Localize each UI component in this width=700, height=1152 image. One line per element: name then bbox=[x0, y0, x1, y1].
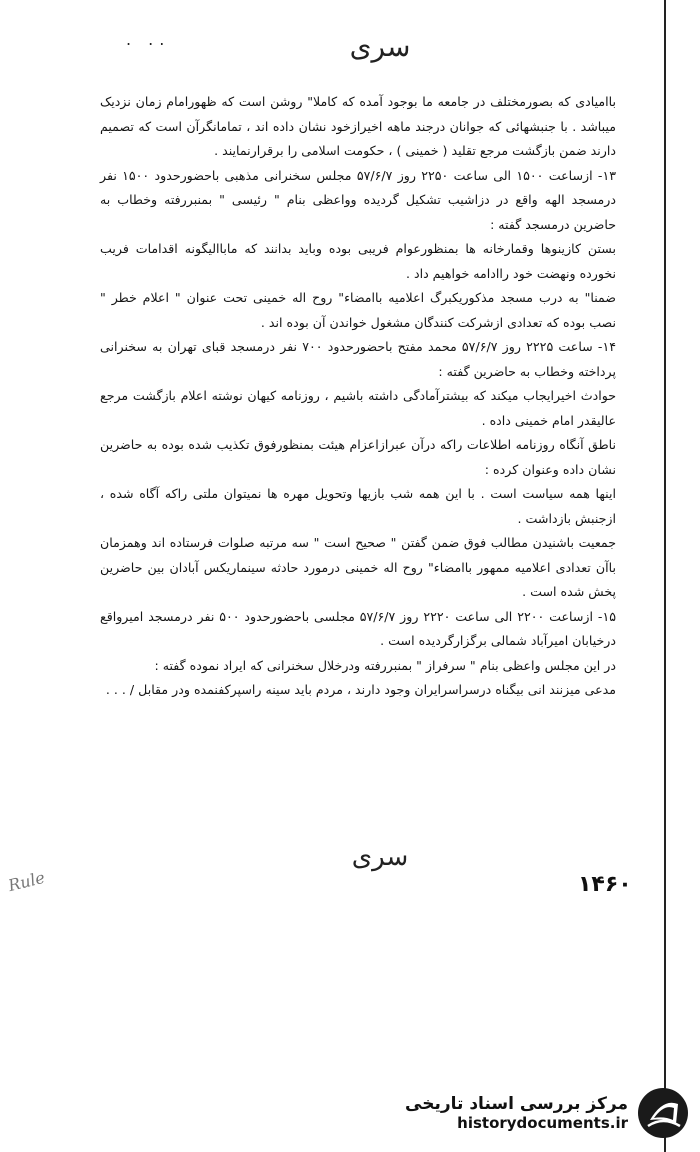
paragraph-speaker-15: در این مجلس واعظی بنام " سرفراز " بمنبررفته ودرخلال سخنرانی که ایراد نموده گفته : bbox=[154, 657, 616, 673]
paragraph-crowd-14: جمعیت باشنیدن مطالب فوق ضمن گفتن " صحیح است " سه مرتبه صلوات فرستاده اند وهمزمان باآن تعدادی اعلامیه ممهور باامضاء" روح اله خمینی درمورد حادثه سینماریکس آبادان بین حاضرین پخش شده است . bbox=[100, 535, 616, 599]
paragraph-quote-15: مدعی میزنند انی بیگناه درسراسرایران وجود دارند ، مردم باید سینه راسپرکفنمده ودر مقابل / . . . bbox=[105, 682, 616, 697]
paragraph-item-15: ۱۵- ازساعت ۲۲۰۰ الی ساعت ۲۲۲۰ روز ۵۷/۶/۷ مجلسی باحضورحدود ۵۰۰ نفر درمسجد امیرواقع درخیابان امیرآباد شمالی برگزارگردیده است . bbox=[100, 608, 616, 648]
paragraph-quote-14b: اینها همه سیاست است . با این همه شب بازیها وتحویل مهره ها نمیتوان ملتی راکه آگاه شده ، ازجنبش بازداشت . bbox=[100, 486, 616, 526]
top-marks: . .. bbox=[126, 30, 171, 49]
paragraph-quote-13: بستن کازینوها وقمارخانه ها بمنظورعوام فریبی بوده وباید بدانند که ماباالیگونه اقدامات فریب نخورده ونهضت خود راادامه خواهیم داد . bbox=[100, 241, 616, 281]
page-number: ۱۴۶۰ bbox=[578, 872, 632, 897]
archive-logo-icon bbox=[636, 1086, 690, 1140]
watermark-name: مرکز بررسی اسناد تاریخی bbox=[405, 1094, 628, 1114]
document-body bbox=[100, 90, 616, 703]
paragraph-quote-14a: حوادث اخیرایجاب میکند که بیشترآمادگی داشته باشیم ، روزنامه کیهان نوشته اعلام بازگشت مرجع عالیقدر امام خمینی داده . bbox=[100, 388, 616, 428]
paragraph-speaker-14: ناطق آنگاه روزنامه اطلاعات راکه درآن عبرازاعزام هیئت بمنظورفوق تکذیب شده بوده به حاضرین نشان داده وعنوان کرده : bbox=[100, 437, 616, 477]
paragraph-item-13: ۱۳- ازساعت ۱۵۰۰ الی ساعت ۲۲۵۰ روز ۵۷/۶/۷ مجلس سخنرانی مذهبی باحضورحدود ۱۵۰۰ نفر درمسجد الهه واقع در دزاشیب تشکیل گردیده وواعظی بنام " رئیسی " بمنبررفته وخطاب به حاضرین درمسجد گفته : bbox=[100, 167, 616, 232]
watermark-url: historydocuments.ir bbox=[457, 1114, 628, 1132]
paragraph-note-13: ضمنا" به درب مسجد مذکوریکبرگ اعلامیه باامضاء" روح اله خمینی تحت عنوان " اعلام خطر " نصب بوده که تعدادی ازشرکت کنندگان مشغول خواندن آن بوده اند . bbox=[100, 290, 616, 330]
archive-watermark bbox=[400, 1080, 690, 1146]
handwritten-side-note: Rule bbox=[6, 867, 47, 896]
classification-footer: سری bbox=[351, 842, 409, 872]
classification-header: سری bbox=[349, 30, 411, 63]
paragraph-intro: باامیادی که بصورمختلف در جامعه ما بوجود آمده که کاملا" روشن است که ظهورامام زمان نزدیک میباشد . با جنبشهائی که جوانان درجند ماهه اخیرازخود نشان داده اند ، تمامانگرآن است که تصمیم دارند ضمن بازگشت مرجع تقلید ( خمینی ) ، حکومت اسلامی را برقرارنمایند . bbox=[100, 94, 616, 158]
paragraph-item-14: ۱۴- ساعت ۲۲۲۵ روز ۵۷/۶/۷ محمد مفتح باحضورحدود ۷۰۰ نفر درمسجد قبای تهران به سخنرانی پرداخته وخطاب به حاضرین گفته : bbox=[100, 339, 616, 379]
page-edge-line bbox=[664, 0, 666, 1152]
watermark-text bbox=[405, 1094, 628, 1132]
